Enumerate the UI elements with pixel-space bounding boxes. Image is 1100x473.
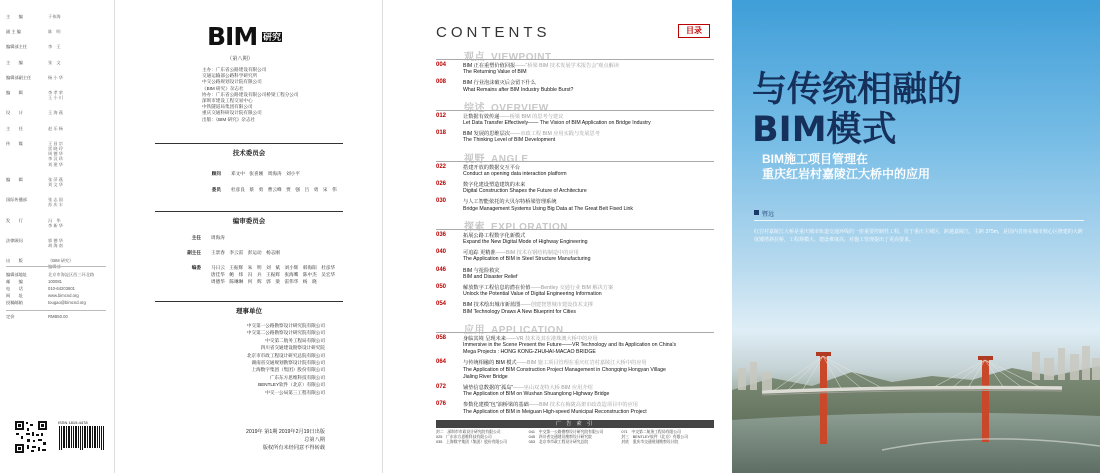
feature-subtitle <box>762 152 930 182</box>
divider <box>754 220 1084 221</box>
masthead-row <box>6 90 110 100</box>
feature-title <box>752 70 962 150</box>
toc-title-cn-text: 与传统相融的 BIM 模式 <box>463 360 517 367</box>
divider <box>436 59 714 60</box>
masthead-label: 编辑部主任 <box>6 44 27 50</box>
toc-title-cn <box>463 79 536 86</box>
units-list <box>175 322 325 396</box>
divider <box>155 301 343 302</box>
toc-section-cn: 观点 <box>464 52 485 63</box>
toc-title-en: The Application of BIM in Steel Structure Manufacturing <box>463 256 591 263</box>
contents-page <box>420 0 732 473</box>
masthead-value: 于伟海 <box>48 14 61 19</box>
toc-page-number: 004 <box>436 62 447 68</box>
toc-page-number: 040 <box>436 249 447 256</box>
toc-title-cn <box>463 335 598 342</box>
sponsor-line: 交通运输部公路科学研究所 <box>202 73 258 79</box>
toc-page-number: 012 <box>436 112 447 119</box>
bridge-photo <box>732 240 1100 473</box>
ad-index-entry: 045 四川省交通建设勘察设计研究院 <box>528 435 592 440</box>
toc-section-en: ANGLE <box>491 153 529 165</box>
divider <box>436 110 714 111</box>
contact-label: 电 话 <box>6 286 23 291</box>
toc-section-en: APPLICATION <box>491 324 564 336</box>
edition-footer-line: 总第八期 <box>304 437 325 443</box>
toc-title-cn-text: BIM 技术绘出城市新蓝图 <box>463 302 521 309</box>
sponsor-list <box>202 67 298 123</box>
sponsor-line: 主办：广东省公路建设有限公司 <box>202 67 267 72</box>
toc-title-en: BIM Technology Draws A New Blueprint for Cities <box>463 308 576 315</box>
board-title: 编审委员会 <box>232 218 266 225</box>
toc-title-cn <box>463 164 520 171</box>
member-unit: 中交第二航务工程局有限公司 <box>265 337 325 343</box>
divider <box>436 229 714 230</box>
member-unit: BENTLEY软件（北京）有限公司 <box>258 382 325 388</box>
toc-title-en: What Remains after BIM Industry Bubble Burst? <box>463 86 574 93</box>
committee-row <box>185 170 372 177</box>
ad-index-entry: 041 中交第一公路勘察设计研究院有限公司 <box>528 430 604 434</box>
divider <box>436 332 714 333</box>
masthead-row <box>6 14 110 19</box>
masthead-label: 主 编 <box>6 59 23 65</box>
board-members: 周海涛 <box>211 235 225 240</box>
masthead-row <box>6 177 110 187</box>
ad-index-title: 广 告 索 引 <box>436 420 714 428</box>
committee-label: 顾问 <box>211 171 221 176</box>
masthead-value: 《BIM 研究》 编辑部 <box>48 258 74 269</box>
toc-title-en: The Application of BIM in Meiguan High-speed Municipal Reconstruction Project <box>463 408 647 415</box>
toc-title-en: Unlock the Potential Value of Digital Engineering Information <box>463 291 602 298</box>
member-unit: 中交第一公路勘察设计研究院有限公司 <box>246 323 325 328</box>
masthead-value: 王 海 燕 <box>48 110 63 116</box>
masthead-value: 王 昌 宗 雷 晓 玲 周 德 华 李 汉 珍 刘 建 华 <box>48 140 63 167</box>
toc-title-cn-sub: ——“桥梁 BIM 技术发展学术报告会”观点解读 <box>515 63 619 69</box>
contact-value: 北京市海淀区西三环北路 <box>48 272 95 277</box>
masthead-row <box>6 238 110 248</box>
toc-page-number: 026 <box>436 181 447 187</box>
toc-section-cn: 应用 <box>464 324 485 336</box>
toc-title-cn <box>463 181 525 188</box>
toc-title-cn-text: BIM 行业泡沫破灭后会留下什么 <box>463 80 536 87</box>
masthead-label: 出 版 <box>6 258 23 264</box>
toc-page-number: 036 <box>436 231 447 238</box>
board-members: 王景春 李云雷 彭运动 杨志刚 <box>211 250 280 255</box>
masthead-value: 杨 小 华 <box>48 74 63 80</box>
toc-section-heading <box>464 218 568 233</box>
masthead-value: 郭 德 华 胡 海 南 <box>48 238 63 249</box>
board-row <box>165 264 372 285</box>
feature-title-line1: 与传统相融的 <box>752 70 963 110</box>
toc-title-cn-sub: ——BIM 技术在梅陇高架市政改造项目中的应用 <box>528 402 638 409</box>
feature-title-line2: BIM模式 <box>752 110 897 150</box>
contact-label: 编辑部地址 <box>6 272 27 277</box>
masthead-value: 赵 乐 杨 <box>48 125 63 131</box>
toc-title-en: Digital Construction Shapes the Future of Architecture <box>463 188 587 195</box>
author-marker <box>754 210 759 215</box>
toc-page-number: 058 <box>436 334 447 341</box>
toc-title-cn <box>463 62 619 69</box>
price-row <box>6 314 110 319</box>
toc-title-cn-sub: ——市政工程 BIM 应用实践与发展思考 <box>509 131 600 138</box>
contents-title: CONTENTS <box>436 24 551 41</box>
toc-page-number: 018 <box>436 130 447 137</box>
masthead-value: 冯 华 李 新 华 <box>48 217 63 228</box>
toc-title-cn <box>463 284 613 291</box>
board-row <box>165 249 372 256</box>
masthead-label: 副 主 编 <box>6 29 21 35</box>
units-title: 理事单位 <box>236 308 262 315</box>
toc-title-cn <box>463 249 579 256</box>
contact-value: 100081 <box>48 279 62 284</box>
masthead-row <box>6 110 110 115</box>
contact-row <box>6 286 110 291</box>
feature-author: 暨远 <box>762 212 775 218</box>
toc-page-number: 072 <box>436 384 447 390</box>
toc-section-en: EXPLORATION <box>491 221 568 233</box>
contact-label: 投稿邮箱 <box>6 300 23 305</box>
toc-section-heading <box>464 99 549 114</box>
toc-title-cn-sub: ——桥梁 BIM 的思考与建议 <box>499 113 564 120</box>
toc-title-cn-text: BIM 与抢险救灾 <box>463 267 500 274</box>
toc-section-heading <box>464 48 552 63</box>
contact-value: www.bimcnd.org <box>48 293 79 298</box>
toc-title-cn <box>463 130 600 137</box>
masthead-label: 编 辑 <box>6 90 23 95</box>
toc-page-number: 054 <box>436 301 447 308</box>
qr-code <box>14 420 48 454</box>
feature-subtitle-line2: 重庆红岩村嘉陵江大桥中的应用 <box>762 167 931 181</box>
ad-index-entry: 封二 深圳市市政设计研究院有限公司 <box>436 430 501 434</box>
magazine-logo-sub: 研究 <box>263 32 282 42</box>
toc-page-number: 046 <box>436 266 447 273</box>
contact-row <box>6 300 110 305</box>
contact-value: 010-64203601 <box>48 286 76 291</box>
toc-title-cn-sub: ——创建智慧城市建设技术支撑 <box>520 302 593 309</box>
sponsor-line: 出版：《BIM 研究》杂志社 <box>202 116 256 122</box>
member-unit: 中交第二公路勘察设计研究院有限公司 <box>246 330 325 336</box>
toc-title-en: Immersive in the Scene Present the Future——VR Technology and Its Application on China's <box>463 341 677 348</box>
editorial-page <box>115 0 383 473</box>
contact-value: tougao@bimcnd.org <box>48 300 86 305</box>
toc-title-cn-sub: ——Bentley 交通行业 BIM 解决方案 <box>530 285 614 291</box>
contact-row <box>6 279 110 284</box>
sponsor-line: 中铁隧道局集团有限公司 <box>202 104 253 110</box>
toc-title-en: Bridge Management Systems Using Big Data at The Great Belt Fixed Link <box>463 205 634 212</box>
ad-index-entry: 025 广东东方思维科技有限公司 <box>436 435 492 440</box>
ad-index-entry: 053 北京市市政工程设计研究总院 <box>528 440 589 445</box>
masthead-row <box>6 141 110 167</box>
toc-title-cn <box>463 232 525 239</box>
masthead-value: 张 萍 燕 刘 文 华 <box>48 176 63 187</box>
divider <box>155 143 343 144</box>
tech-committee-title: 技术委员会 <box>232 150 266 157</box>
toc-title-cn <box>463 267 500 274</box>
toc-section-en: VIEWPOINT <box>491 52 552 63</box>
feature-abstract: 红岩村嘉陵江大桥是重庆城市轨道交通环线的一座重要控制性工程，位于重庆主城区，跨越嘉陵江，主跨 375m，是国内首座在城市核心区修建的大跨度矮塔斜拉桥，工程规模大、建设难度高，对施工管理提出了更高要求。 <box>754 229 1083 243</box>
toc-title-cn-sub: ——BIM 技术在钢结构制造中的应用 <box>495 250 579 257</box>
toc-title-cn-text: 数字化建设塑造建筑的未来 <box>463 182 526 188</box>
toc-title-cn-sub: ——VR 技术及其在港珠澳大桥中的应用 <box>505 335 598 342</box>
price-label: 定价 <box>6 314 15 319</box>
toc-title-en: The Thinking Level of BIM Development <box>463 137 556 144</box>
issue-number: （第八期） <box>227 56 253 62</box>
divider <box>6 310 106 311</box>
board-label: 副主任 <box>187 250 201 255</box>
toc-title-en: Mega Projects : HONG KONG-ZHUHAI-MACAO BRIDGE <box>463 349 596 356</box>
toc-section-cn: 综述 <box>464 102 485 114</box>
toc-title-en: Conduct an opening data interaction platform <box>463 170 567 177</box>
ad-index-entry: 封三 BENTLEY软件（北京）有限公司 <box>621 435 688 440</box>
committee-members: 杜彦良 蔡 勇 曹云峰 贾 强 吕 勇 宋 伟 <box>231 187 337 192</box>
contact-label: 邮 编 <box>6 279 23 284</box>
committee-label: 委员 <box>211 187 221 192</box>
ad-index-grid <box>436 428 714 446</box>
edition-footer <box>175 428 325 452</box>
masthead-row <box>6 197 110 207</box>
toc-title-cn-text: BIM 正在重塑价值回报 <box>463 63 516 69</box>
masthead-row <box>6 29 110 34</box>
masthead-label: 主 任 <box>6 125 23 131</box>
edition-footer-line: 版权所有未经同意不得转载 <box>262 445 325 451</box>
toc-title-cn-text: BIM 发展的思维层次 <box>463 131 510 138</box>
member-unit: 广东东方思维科技有限公司 <box>269 374 325 380</box>
toc-title-cn <box>463 301 593 308</box>
toc-title-cn-text: 可追踪 更精准 <box>463 250 496 257</box>
masthead-value: 张 志 国 苏 庆 丰 <box>48 197 63 208</box>
ad-index-entry: 035 上海数字集团（集团）股份有限公司 <box>436 440 507 445</box>
member-unit: 中交一公局第三工程有限公司 <box>265 389 325 395</box>
toc-section-heading <box>464 321 564 336</box>
toc-page-number: 050 <box>436 284 447 290</box>
masthead-label: 传 媒 <box>6 140 23 146</box>
toc-title-cn <box>463 384 593 391</box>
masthead-row <box>6 218 110 228</box>
toc-page-number: 030 <box>436 198 447 205</box>
masthead-page <box>0 0 115 473</box>
sponsor-line: 重庆交通科研设计院有限公司 <box>202 110 262 116</box>
feature-cover-page <box>732 0 1100 473</box>
ad-index <box>436 420 714 460</box>
toc-title-en: Jialing River Bridge <box>463 373 508 380</box>
toc-title-cn-sub: ——巫山双龙特大桥 BIM 应用介绍 <box>513 385 593 391</box>
masthead-label: 编 辑 <box>6 176 23 182</box>
toc-page-number: 008 <box>436 79 447 86</box>
toc-page-number: 064 <box>436 359 447 366</box>
toc-title-cn <box>463 359 647 366</box>
feature-subtitle-line1: BIM施工项目管理在 <box>762 152 868 166</box>
toc-title-cn-text: 拓展公路工程数字化新模式 <box>463 232 526 239</box>
divider <box>436 161 714 162</box>
contact-label: 网 址 <box>6 293 23 298</box>
toc-title-cn-text: 身临其境 呈现未来 <box>463 335 506 342</box>
masthead-value: 陈 明 <box>48 29 61 35</box>
masthead-label: 设 计 <box>6 110 23 116</box>
sponsor-line: 深圳市建设工程交易中心 <box>202 98 253 104</box>
board-label: 编委 <box>191 265 201 270</box>
toc-section-cn: 探索 <box>464 221 485 233</box>
toc-title-en: The Application of BIM Construction Project Management in Chongqing Hongyan Village <box>463 366 666 373</box>
board-label: 主任 <box>191 235 201 240</box>
toc-title-cn-text: 参数化建模“包”油桥梁的基础 <box>463 402 529 409</box>
toc-title-cn-sub: ——BIM 施工项目管理在重庆红岩村嘉陵江大桥中的应用 <box>516 360 647 367</box>
ad-index-entry: 封底 重庆市交通规划勘察设计院 <box>621 440 679 445</box>
masthead-row <box>6 126 110 131</box>
member-unit: 上海数字集团（集团）股份有限公司 <box>251 367 325 373</box>
masthead-value: 张 文 <box>48 59 61 65</box>
toc-title-en: BIM and Disaster Relief <box>463 273 518 280</box>
toc-title-cn-text: 铺垫信息数据的“孤岛” <box>463 385 514 391</box>
masthead-label: 发 行 <box>6 217 23 223</box>
masthead-label: 主 编 <box>6 14 23 19</box>
ad-index-entry: 071 中交第二航务工程局有限公司 <box>621 430 681 434</box>
magazine-logo: BIM <box>207 22 258 51</box>
toc-title-cn-text: 解放数字工程信息的潜在价值 <box>463 285 531 291</box>
member-unit: 四川省交通建设勘察设计研究院 <box>260 345 325 351</box>
toc-section-heading <box>464 150 529 165</box>
committee-row <box>185 186 372 193</box>
masthead-label: 法律顾问 <box>6 238 23 243</box>
member-unit: 湖南省交通规划勘察设计院有限公司 <box>251 360 325 366</box>
toc-title-en: Expand the New Digital Mode of Highway Engineering <box>463 238 588 245</box>
toc-page-number: 076 <box>436 401 447 408</box>
toc-title-cn-text: 搭建开放的数据交互平台 <box>463 164 521 171</box>
masthead-value: 李 王 <box>48 44 61 50</box>
masthead-row <box>6 60 110 65</box>
masthead-row <box>6 44 110 49</box>
sponsor-line: 协办：广东省公路建设有限公司桥梁工程分公司 <box>202 91 299 97</box>
edition-footer-line: 2019年 第1期 2019年2月19日出版 <box>245 429 325 435</box>
barcode <box>58 426 106 454</box>
toc-title-cn <box>463 198 556 205</box>
masthead-row <box>6 258 110 268</box>
masthead-label: 国际传播部 <box>6 197 27 203</box>
contact-row <box>6 293 110 298</box>
member-unit: 北京市市政工程设计研究总院有限公司 <box>246 352 325 358</box>
sponsor-line: 《BIM 研究》杂志社 <box>202 85 244 91</box>
toc-section-cn: 视野 <box>464 153 485 165</box>
sponsor-line: 中交公路规划设计院有限公司 <box>202 79 262 85</box>
divider <box>6 266 106 267</box>
contact-row <box>6 272 110 277</box>
contents-badge: 目录 <box>678 24 710 38</box>
toc-title-en: The Application of BIM on Wushan Shuanglong Highway Bridge <box>463 391 610 398</box>
masthead-value: 李 孝 荣 王 小 川 <box>48 90 63 101</box>
toc-section-en: OVERVIEW <box>491 102 549 114</box>
toc-title-cn <box>463 401 638 408</box>
toc-title-cn <box>463 113 563 120</box>
board-row <box>165 234 372 241</box>
issn-label: ISSN 1819-4478 <box>58 420 88 425</box>
toc-title-en: Let Data Transfer Effectively—— The Vision of BIM Application on Bridge Industry <box>463 119 651 126</box>
masthead-row <box>6 75 110 80</box>
toc-title-cn-text: 与人工智能依托的大贝尔特桥梁管理系统 <box>463 199 557 206</box>
divider <box>155 211 343 212</box>
toc-title-en: The Returning Value of BIM <box>463 69 527 76</box>
committee-members: 邓文中 张喜刚 周海涛 刘小平 <box>231 171 300 176</box>
price-value: RMB50.00 <box>48 314 68 319</box>
masthead-label: 编辑部副主任 <box>6 74 32 80</box>
toc-page-number: 022 <box>436 163 447 170</box>
board-members: 马日云 王振辉 朱 明 刘 斌 刘小辉 韩海阳 杜彦华 唐佳华 鲍 炜 冯 兵 王振辉 张海鹰 陈中杰 吴宏华 周德华 陈琳琳 何 辉 郭 梁 雷伟华 杨 晓 <box>211 265 336 284</box>
toc-title-cn-text: 让数据有效传递 <box>463 113 500 120</box>
